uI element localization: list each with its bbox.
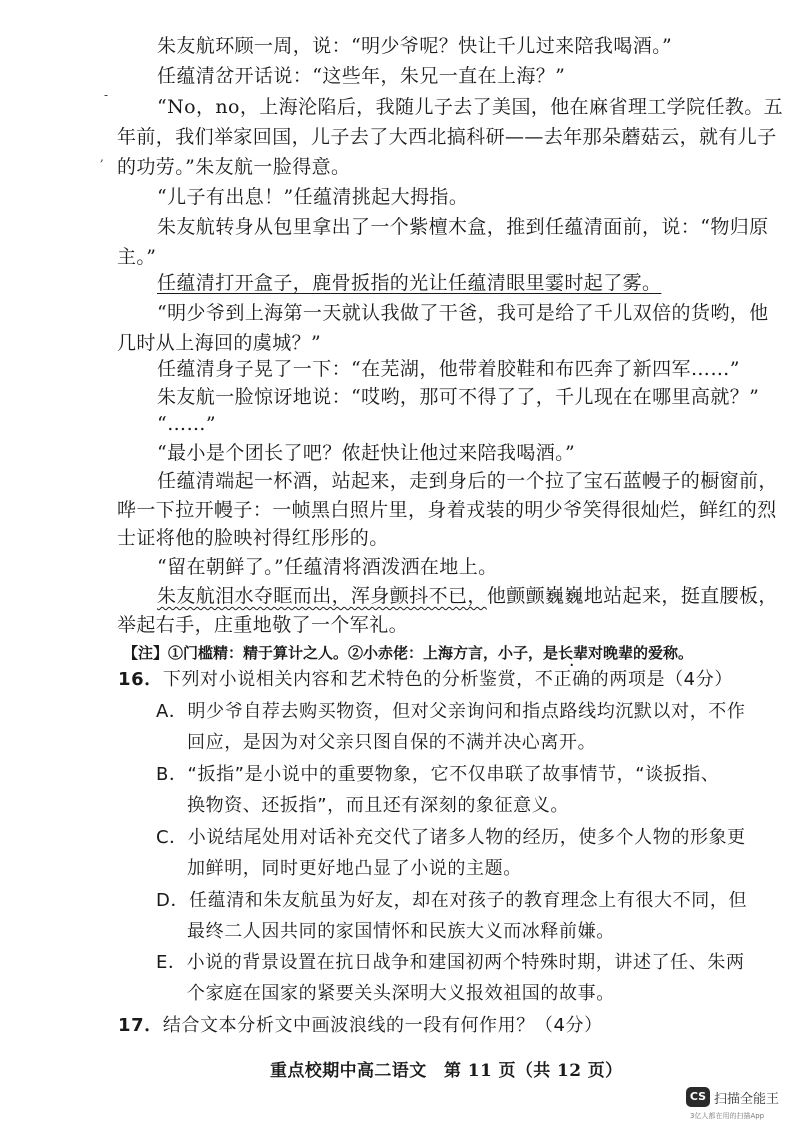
scan-mark: ,	[100, 150, 104, 164]
story-paragraph-cont: 哗一下拉开幔子：一帧黑白照片里，身着戎装的明少爷笑得很灿烂，鲜红的烈	[117, 499, 777, 521]
story-paragraph-cont: 几时从上海回的虞城？”	[117, 332, 322, 354]
story-paragraph: 任蕴清岔开话说：“这些年，朱兄一直在上海？”	[157, 65, 566, 87]
story-paragraph: “明少爷到上海第一天就认我做了干爸，我可是给了千儿双倍的货哟，他	[157, 302, 769, 324]
option-e: E．小说的背景设置在抗日战争和建国初两个特殊时期，讲述了任、朱两	[156, 952, 745, 973]
camscanner-logo-icon: CS	[686, 1087, 710, 1107]
story-paragraph: 任蕴清端起一杯酒，站起来，走到身后的一个拉了宝石蓝幔子的橱窗前，	[157, 470, 778, 492]
question-text: 下列对小说相关内容和艺术特色的分析鉴赏，不	[162, 669, 554, 690]
story-paragraph: 朱友航一脸惊讶地说：“哎哟，那可不得了了，千儿现在在哪里高就？”	[157, 386, 760, 408]
question-number: 16．	[118, 669, 163, 690]
watermark-app-name: 扫描全能王	[714, 1092, 780, 1107]
question-17-stem	[118, 1013, 603, 1039]
option-c: C．小说结尾处用对话补充交代了诸多人物的经历，使多个人物的形象更	[156, 827, 746, 848]
story-paragraph-cont: 士证将他的脸映衬得红彤彤的。	[117, 527, 389, 549]
story-paragraph-cont: 的功劳。”朱友航一脸得意。	[117, 156, 351, 178]
wavy-underlined-text: 朱友航泪水夺眶而出，浑身颤抖不已，	[157, 585, 487, 607]
story-paragraph: 朱友航转身从包里拿出了一个紫檀木盒，推到任蕴清面前，说：“物归原	[157, 216, 769, 238]
story-text: 他颤颤巍巍地站起来，挺直腰板，	[486, 585, 778, 607]
story-paragraph: “儿子有出息！”任蕴清挑起大拇指。	[157, 186, 469, 208]
scanner-watermark	[686, 1085, 794, 1125]
story-paragraph: “留在朝鲜了。”任蕴清将酒泼洒在地上。	[157, 556, 498, 578]
option-a-cont: 回应，是因为对父亲只图自保的不满并决心离开。	[187, 732, 597, 753]
question-text: 的两项是（4分）	[590, 669, 733, 690]
story-paragraph: 朱友航环顾一周，说：“明少爷呢？快让千儿过来陪我喝酒。”	[157, 35, 673, 57]
story-paragraph: “最小是个团长了吧？侬赶快让他过来陪我喝酒。”	[157, 442, 576, 464]
story-paragraph: 任蕴清身子晃了一下：“在芜湖，他带着胶鞋和布匹奔了新四军……”	[157, 358, 740, 380]
story-paragraph-cont: 主。”	[117, 246, 157, 268]
emphasis-dots: 正确	[553, 669, 591, 690]
option-c-cont: 加鲜明，同时更好地凸显了小说的主题。	[187, 858, 522, 879]
footnote: 【注】①门槛精：精于算计之人。②小赤佬：上海方言，小子，是长辈对晚辈的爱称。	[123, 644, 694, 662]
page-footer: 重点校期中高二语文 第 11 页（共 12 页）	[270, 1061, 623, 1081]
underlined-sentence: 任蕴清打开盒子，鹿骨扳指的光让任蕴清眼里霎时起了雾。	[157, 272, 662, 294]
question-16-stem	[118, 667, 733, 693]
story-paragraph: “……”	[157, 413, 217, 435]
watermark-tagline: 3亿人都在用的扫描App	[690, 1112, 765, 1120]
story-paragraph-wavy	[157, 583, 778, 609]
option-b: B．“扳指”是小说中的重要物象，它不仅串联了故事情节，“谈扳指、	[156, 764, 720, 785]
option-d-cont: 最终二人因共同的家国情怀和民族大义而冰释前嫌。	[187, 921, 615, 942]
scan-mark: -	[104, 88, 109, 102]
story-paragraph-cont: 举起右手，庄重地敬了一个军礼。	[117, 614, 409, 636]
story-paragraph: “No，no，上海沦陷后，我随儿子去了美国，他在麻省理工学院任教。五	[157, 96, 784, 118]
option-a: A．明少爷自荐去购买物资，但对父亲询问和指点路线均沉默以对，不作	[156, 701, 746, 722]
question-text: 结合文本分析文中画波浪线的一段有何作用？（4分）	[162, 1015, 603, 1036]
question-number: 17．	[118, 1015, 163, 1036]
story-paragraph-cont: 年前，我们举家回国，儿子去了大西北搞科研——去年那朵蘑菇云，就有儿子	[117, 126, 777, 148]
option-e-cont: 个家庭在国家的紧要关头深明大义报效祖国的故事。	[187, 983, 615, 1004]
option-b-cont: 换物资、还扳指”，而且还有深刻的象征意义。	[187, 795, 569, 816]
option-d: D．任蕴清和朱友航虽为好友，却在对孩子的教育理念上有很大不同，但	[156, 890, 748, 911]
